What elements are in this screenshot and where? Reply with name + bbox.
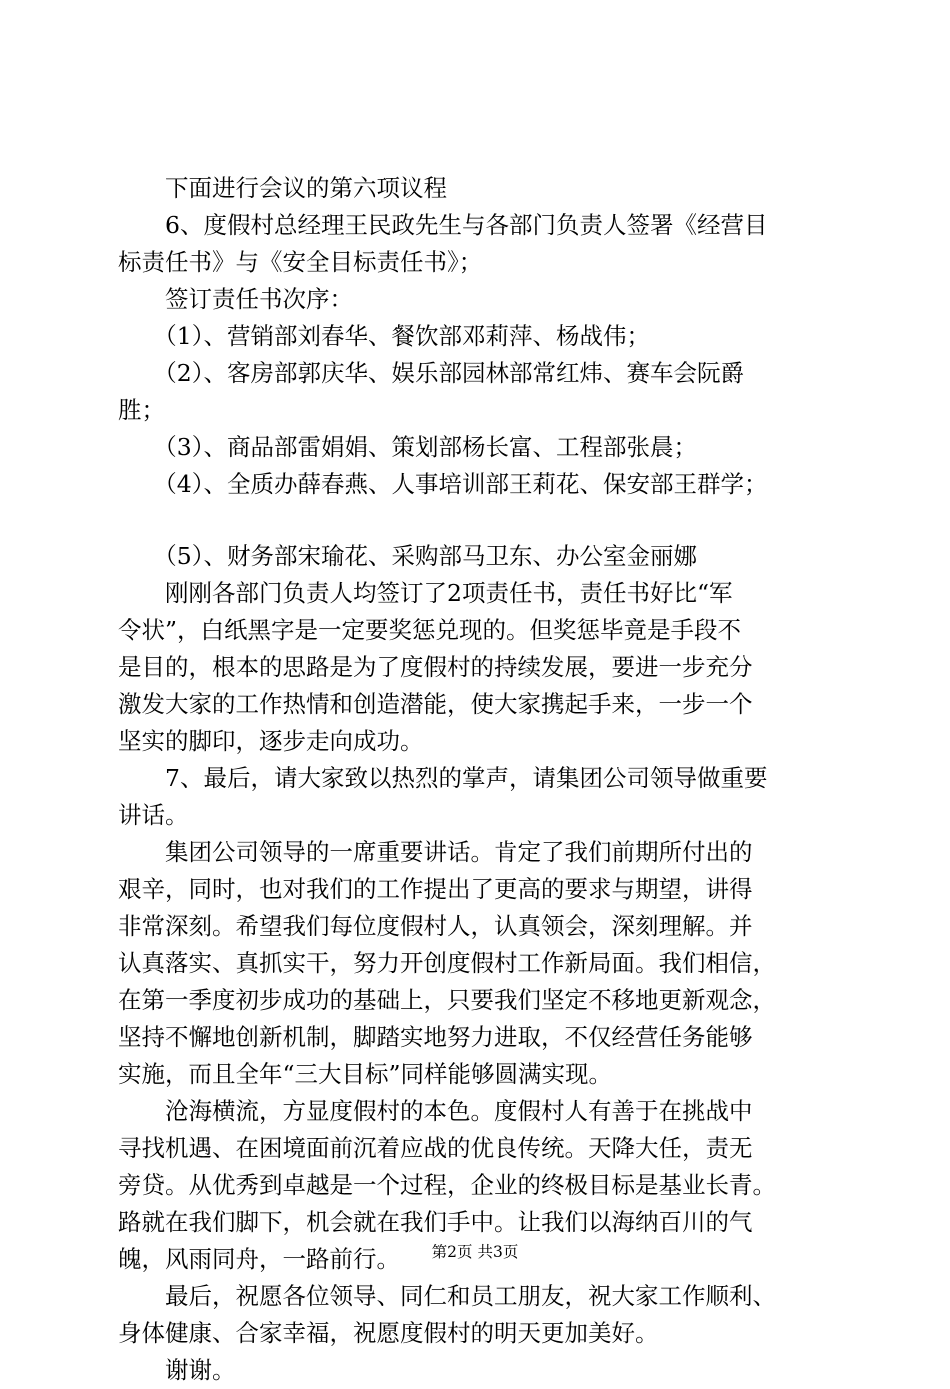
paragraph-line: 下面进行会议的第六项议程 (118, 174, 447, 202)
paragraph-line: 标责任书》与《安全目标责任书》； (118, 248, 483, 276)
paragraph-line: 集团公司领导的一席重要讲话。肯定了我们前期所付出的 (118, 838, 753, 866)
paragraph-line: 旁贷。从优秀到卓越是一个过程，企业的终极目标是基业长青。 (118, 1171, 776, 1199)
paragraph-line: 身体健康、合家幸福，祝愿度假村的明天更加美好。 (118, 1319, 659, 1347)
paragraph-line: （3）、商品部雷娟娟、策划部杨长富、工程部张晨； (118, 433, 697, 461)
paragraph-line: 刚刚各部门负责人均签订了2项责任书，责任书好比“军 (118, 579, 733, 607)
page-number-footer: 第2页 共3页 (431, 1243, 519, 1261)
paragraph-line: 是目的，根本的思路是为了度假村的持续发展，要进一步充分 (118, 653, 753, 681)
paragraph-line: 令状”，白纸黑字是一定要奖惩兑现的。但奖惩毕竟是手段不 (118, 616, 742, 644)
paragraph-line: （5）、财务部宋瑜花、采购部马卫东、办公室金丽娜 (118, 542, 697, 570)
paragraph-line: 签订责任书次序： (118, 285, 353, 313)
paragraph-line: 7、最后，请大家致以热烈的掌声，请集团公司领导做重要 (118, 764, 768, 792)
paragraph-line: （2）、客房部郭庆华、娱乐部园林部常红炜、赛车会阮爵 (118, 359, 744, 387)
paragraph-line: 在第一季度初步成功的基础上，只要我们坚定不移地更新观念， (118, 986, 776, 1014)
paragraph-line: 激发大家的工作热情和创造潜能，使大家携起手来，一步一个 (118, 690, 753, 718)
paragraph-line: 路就在我们脚下，机会就在我们手中。让我们以海纳百川的气 (118, 1208, 753, 1236)
paragraph-line: 沧海横流，方显度假村的本色。度假村人有善于在挑战中 (118, 1097, 753, 1125)
paragraph-line: （1）、营销部刘春华、餐饮部邓莉萍、杨战伟； (118, 322, 650, 350)
paragraph-line: 认真落实、真抓实干，努力开创度假村工作新局面。我们相信， (118, 949, 776, 977)
document-body (118, 170, 838, 1389)
paragraph-line: 6、度假村总经理王民政先生与各部门负责人签署《经营目 (118, 211, 768, 239)
paragraph-line: 寻找机遇、在困境面前沉着应战的优良传统。天降大任，责无 (118, 1134, 753, 1162)
paragraph-line: 艰辛，同时，也对我们的工作提出了更高的要求与期望，讲得 (118, 875, 753, 903)
paragraph-line: 最后，祝愿各位领导、同仁和员工朋友，祝大家工作顺利、 (118, 1282, 776, 1310)
paragraph-line: 实施，而且全年“三大目标”同样能够圆满实现。 (118, 1060, 613, 1088)
blank-line (118, 503, 838, 538)
paragraph-line: 坚实的脚印，逐步走向成功。 (118, 727, 424, 755)
paragraph-line: 非常深刻。希望我们每位度假村人，认真领会，深刻理解。并 (118, 912, 753, 940)
paragraph-line: 谢谢。 (118, 1356, 236, 1384)
paragraph-line: 坚持不懈地创新机制，脚踏实地努力进取，不仅经营任务能够 (118, 1023, 753, 1051)
paragraph-line: 胜； (118, 396, 165, 424)
paragraph-line: 讲话。 (118, 801, 189, 829)
paragraph-line: （4）、全质办薛春燕、人事培训部王莉花、保安部王群学； (118, 470, 768, 498)
paragraph-line: 魄，风雨同舟，一路前行。 (118, 1245, 400, 1273)
